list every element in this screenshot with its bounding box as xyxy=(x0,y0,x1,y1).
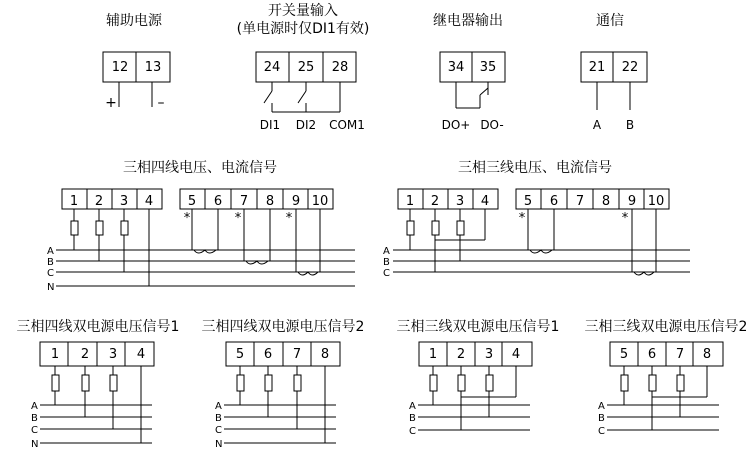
fuse xyxy=(237,375,244,391)
fuse xyxy=(430,375,437,391)
phase-b-label: B xyxy=(215,413,222,424)
fuse xyxy=(96,221,103,235)
phase-a-label: A xyxy=(215,401,222,412)
fw-terminal-2: 2 xyxy=(94,194,104,209)
d4-terminal-6: 6 xyxy=(647,347,657,362)
dual-4w-1-title: 三相四线双电源电压信号1 xyxy=(16,319,180,335)
phase-c-label: C xyxy=(47,268,54,279)
fw-terminal-5: 5 xyxy=(187,194,197,209)
di-switch xyxy=(298,91,306,103)
phase-a-label: A xyxy=(598,401,605,412)
phase-c-label: C xyxy=(409,426,416,437)
fw-terminal-3: 3 xyxy=(119,194,129,209)
fuse xyxy=(265,375,272,391)
fuse xyxy=(649,375,656,391)
fuse xyxy=(621,375,628,391)
terminal-22: 22 xyxy=(621,60,639,75)
polarity-star: * xyxy=(183,211,191,226)
fw-terminal-9: 9 xyxy=(291,194,301,209)
terminal-25: 25 xyxy=(297,60,315,75)
polarity-star: * xyxy=(518,211,526,226)
fuse xyxy=(457,221,464,235)
do-plus-label: DO+ xyxy=(441,118,471,132)
d3-terminal-4: 4 xyxy=(511,347,521,362)
fuse xyxy=(486,375,493,391)
fuse xyxy=(432,221,439,235)
fuse xyxy=(294,375,301,391)
comm-a-label: A xyxy=(592,118,602,132)
fuse xyxy=(110,375,117,391)
d3-terminal-1: 1 xyxy=(428,347,438,362)
fuse xyxy=(407,221,414,235)
fw-terminal-10: 10 xyxy=(311,194,329,209)
four-wire-title: 三相四线电压、电流信号 xyxy=(123,160,277,176)
fw-terminal-4: 4 xyxy=(144,194,154,209)
fw-terminal-6: 6 xyxy=(213,194,223,209)
terminal-24: 24 xyxy=(263,60,281,75)
phase-a-label: A xyxy=(383,246,390,257)
polarity-star: * xyxy=(621,211,629,226)
fw-terminal-7: 7 xyxy=(239,194,249,209)
phase-a-label: A xyxy=(31,401,38,412)
phase-n-label: N xyxy=(31,439,39,450)
phase-b-label: B xyxy=(383,257,390,268)
tw-terminal-2: 2 xyxy=(430,194,440,209)
phase-a-label: A xyxy=(409,401,416,412)
di-subtitle: (单电源时仅DI1有效) xyxy=(236,21,370,37)
dual-3w-2-title: 三相三线双电源电压信号2 xyxy=(584,319,748,335)
d4-terminal-5: 5 xyxy=(619,347,629,362)
d4-terminal-8: 8 xyxy=(702,347,712,362)
di-switch xyxy=(264,91,272,103)
fuse xyxy=(121,221,128,235)
phase-c-label: C xyxy=(598,426,605,437)
tw-terminal-8: 8 xyxy=(601,194,611,209)
d4-terminal-7: 7 xyxy=(675,347,685,362)
tw-terminal-1: 1 xyxy=(405,194,415,209)
tw-terminal-10: 10 xyxy=(647,194,665,209)
comm-b-label: B xyxy=(625,118,635,132)
phase-c-label: C xyxy=(383,268,390,279)
terminal-21: 21 xyxy=(588,60,606,75)
phase-b-label: B xyxy=(598,413,605,424)
di2-label: DI2 xyxy=(295,118,317,132)
phase-b-label: B xyxy=(31,413,38,424)
d1-terminal-1: 1 xyxy=(50,347,60,362)
d2-terminal-6: 6 xyxy=(263,347,273,362)
phase-b-label: B xyxy=(47,257,54,268)
phase-c-label: C xyxy=(215,425,222,436)
d3-terminal-3: 3 xyxy=(484,347,494,362)
d1-terminal-2: 2 xyxy=(80,347,90,362)
fuse xyxy=(71,221,78,235)
phase-c-label: C xyxy=(31,425,38,436)
fuse xyxy=(677,375,684,391)
terminal-12: 12 xyxy=(111,60,129,75)
terminal-13: 13 xyxy=(144,60,162,75)
terminal-28: 28 xyxy=(331,60,349,75)
di-title: 开关量输入 xyxy=(268,3,338,19)
phase-b-label: B xyxy=(409,413,416,424)
do-minus-label: DO- xyxy=(480,118,504,132)
polarity-star: * xyxy=(285,211,293,226)
d1-terminal-3: 3 xyxy=(108,347,118,362)
d1-terminal-4: 4 xyxy=(136,347,146,362)
tw-terminal-5: 5 xyxy=(523,194,533,209)
di1-label: DI1 xyxy=(259,118,281,132)
phase-n-label: N xyxy=(47,282,55,293)
dual-3w-1-title: 三相三线双电源电压信号1 xyxy=(396,319,560,335)
relay-title: 继电器输出 xyxy=(433,13,503,29)
tw-terminal-9: 9 xyxy=(627,194,637,209)
tw-terminal-7: 7 xyxy=(575,194,585,209)
com1-label: COM1 xyxy=(329,118,365,132)
three-wire-title: 三相三线电压、电流信号 xyxy=(458,160,612,176)
comm-title: 通信 xyxy=(596,13,624,29)
fw-terminal-1: 1 xyxy=(69,194,79,209)
polarity-star: * xyxy=(234,211,242,226)
relay-contact xyxy=(480,88,488,95)
minus-label: – xyxy=(157,95,165,111)
fuse xyxy=(52,375,59,391)
aux-power-title: 辅助电源 xyxy=(106,13,162,29)
d3-terminal-2: 2 xyxy=(456,347,466,362)
terminal-34: 34 xyxy=(447,60,465,75)
fw-terminal-8: 8 xyxy=(265,194,275,209)
d2-terminal-7: 7 xyxy=(292,347,302,362)
fuse xyxy=(82,375,89,391)
terminal-35: 35 xyxy=(479,60,497,75)
d2-terminal-5: 5 xyxy=(235,347,245,362)
phase-n-label: N xyxy=(215,439,223,450)
dual-4w-2-title: 三相四线双电源电压信号2 xyxy=(201,319,365,335)
tw-terminal-4: 4 xyxy=(480,194,490,209)
d2-terminal-8: 8 xyxy=(320,347,330,362)
phase-a-label: A xyxy=(47,246,54,257)
tw-terminal-3: 3 xyxy=(455,194,465,209)
tw-terminal-6: 6 xyxy=(549,194,559,209)
plus-label: + xyxy=(105,95,117,111)
fuse xyxy=(458,375,465,391)
